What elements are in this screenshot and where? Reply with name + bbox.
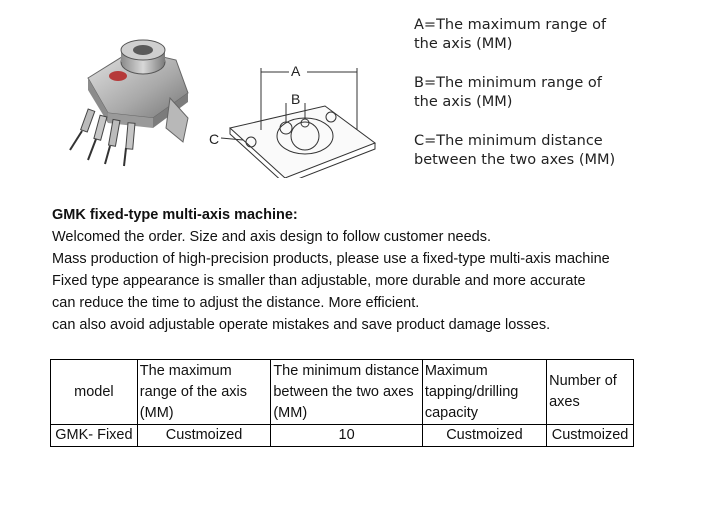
cell-min-distance: 10 — [271, 425, 423, 447]
header-axes: Number of axes — [547, 360, 634, 425]
header-min-distance: The minimum distance between the two axes (MM) — [271, 360, 423, 425]
header-model: model — [51, 360, 138, 425]
multi-axis-head-photo — [58, 38, 208, 168]
description-line: Welcomed the order. Size and axis design to follow customer needs. — [52, 229, 491, 245]
header-capacity: Maximum tapping/drilling capacity — [422, 360, 546, 425]
description-line: can also avoid adjustable operate mistakes and save product damage losses. — [52, 317, 551, 333]
table-row — [51, 425, 634, 447]
legend-c: C=The minimum distance between the two axes (MM) — [414, 133, 616, 168]
dimension-label-a: A — [291, 63, 301, 79]
cell-max-range: Custmoized — [137, 425, 271, 447]
cell-model: GMK- Fixed — [51, 425, 138, 447]
description-line: Fixed type appearance is smaller than adjustable, more durable and more accurate — [52, 273, 586, 289]
spec-table — [50, 359, 634, 447]
description-line: can reduce the time to adjust the distance. More efficient. — [52, 295, 420, 311]
description-heading: GMK fixed-type multi-axis machine: — [52, 207, 298, 223]
legend-a: A=The maximum range of the axis (MM) — [414, 17, 607, 52]
dimension-label-b: B — [291, 91, 301, 107]
legend-b: B=The minimum range of the axis (MM) — [414, 75, 602, 110]
dimension-diagram — [205, 58, 385, 178]
description-line: Mass production of high-precision products, please use a fixed-type multi-axis machine — [52, 251, 610, 267]
header-max-range: The maximum range of the axis (MM) — [137, 360, 271, 425]
dimension-label-c: C — [209, 131, 220, 147]
cell-axes: Custmoized — [547, 425, 634, 447]
dimension-legend — [414, 16, 699, 190]
cell-capacity: Custmoized — [422, 425, 546, 447]
table-header-row — [51, 360, 634, 425]
product-description — [52, 204, 692, 336]
